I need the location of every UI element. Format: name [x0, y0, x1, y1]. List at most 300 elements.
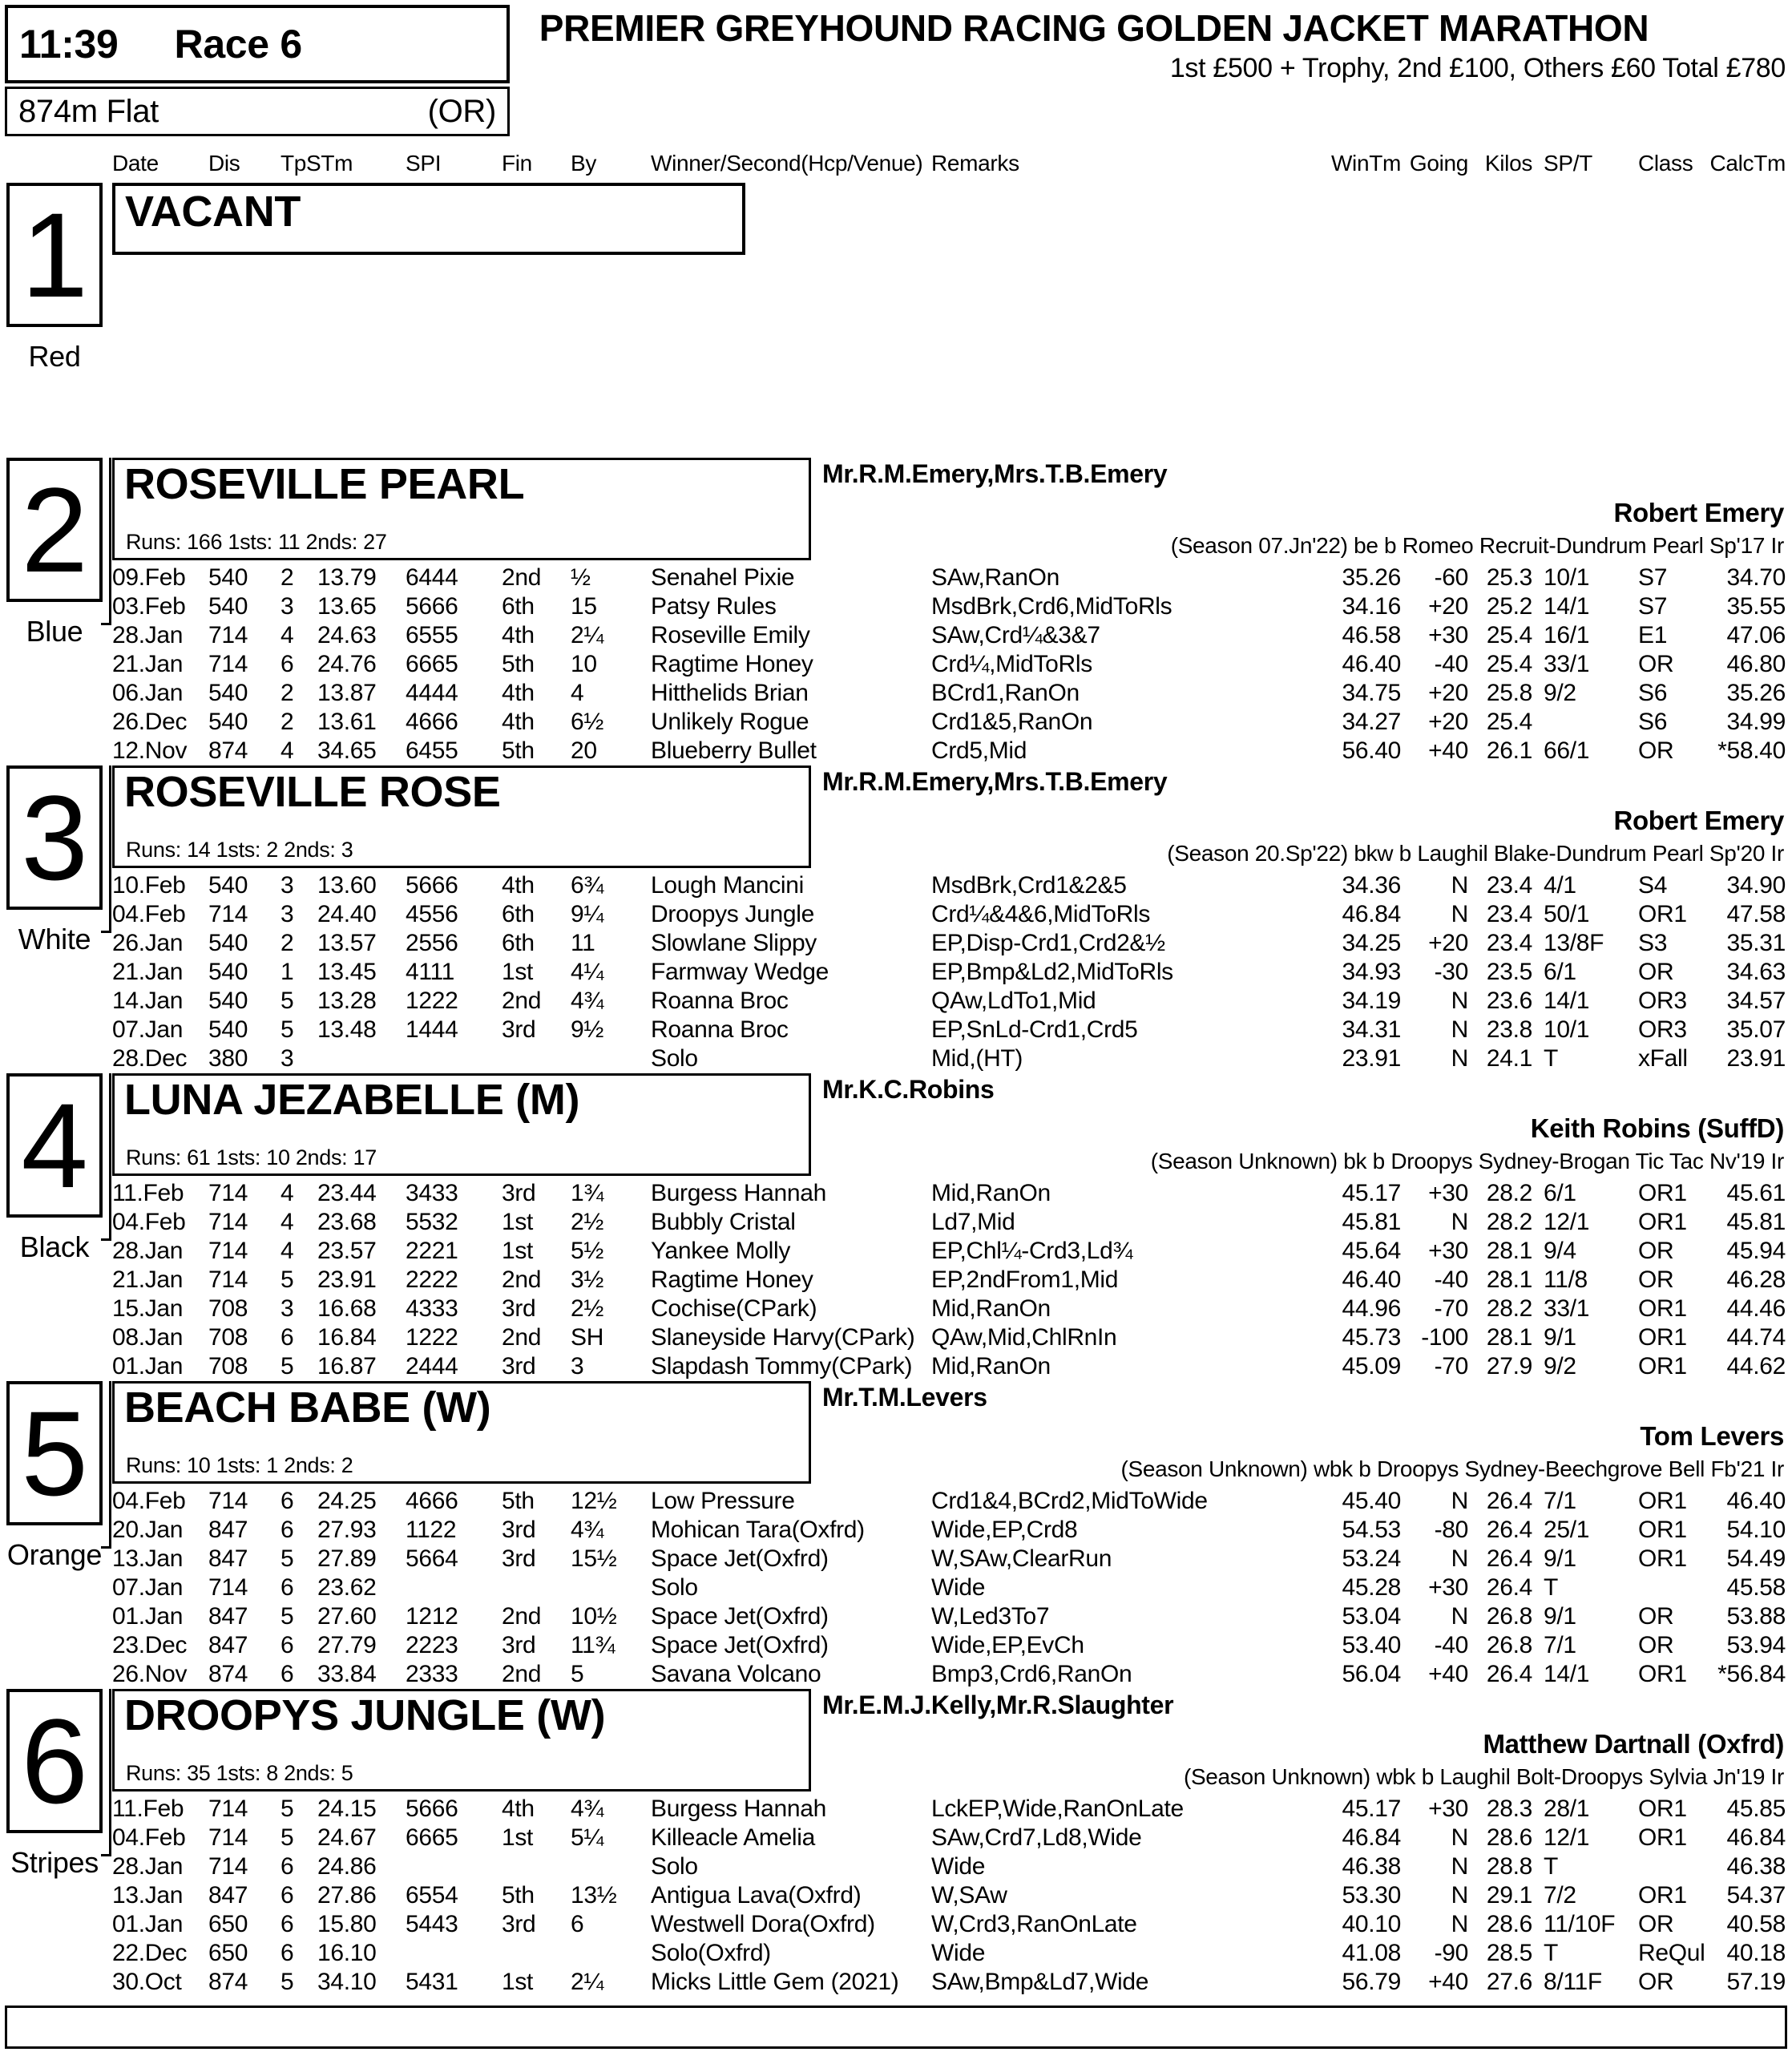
cell-spi: 4666	[406, 709, 458, 735]
cell-winner: Solo	[651, 1853, 698, 1880]
cell-date: 03.Feb	[112, 593, 186, 620]
cell-calctm: 34.70	[1726, 564, 1786, 591]
cell-class: S6	[1638, 709, 1668, 735]
cell-dis: 714	[208, 1209, 248, 1235]
cell-spi: 5666	[406, 593, 458, 620]
cell-calctm: 23.91	[1726, 1045, 1786, 1072]
cell-by: 2¼	[571, 622, 604, 648]
col-header-remarks: Remarks	[931, 151, 1019, 176]
cell-class: S4	[1638, 872, 1668, 899]
cell-winner: Roanna Broc	[651, 1016, 789, 1043]
cell-kilos: 27.6	[1486, 1969, 1532, 1995]
cell-kilos: 23.5	[1486, 959, 1532, 985]
cell-spi: 4333	[406, 1295, 458, 1322]
cell-date: 01.Jan	[112, 1603, 184, 1630]
cell-sectional: 33.84	[317, 1661, 377, 1687]
cell-dis: 650	[208, 1940, 248, 1966]
cell-winner: Antigua Lava(Oxfrd)	[651, 1882, 862, 1909]
dog-name-box	[112, 765, 811, 868]
cell-trap: 5	[281, 1824, 294, 1851]
cell-kilos: 25.2	[1486, 593, 1532, 620]
col-header-calctm: CalcTm	[1709, 151, 1786, 176]
owner: Mr.R.M.Emery,Mrs.T.B.Emery	[822, 459, 1168, 488]
cell-sp: T	[1544, 1940, 1559, 1966]
cell-class: OR1	[1638, 1324, 1687, 1351]
cell-calctm: 45.58	[1726, 1574, 1786, 1601]
cell-wintm: 45.64	[1342, 1238, 1401, 1264]
cell-remarks: BCrd1,RanOn	[931, 680, 1080, 706]
cell-going: +30	[1428, 1796, 1468, 1822]
cell-spi: 4556	[406, 901, 458, 927]
cell-class: OR1	[1638, 1545, 1687, 1572]
cell-trap: 3	[281, 1295, 294, 1322]
cell-by: 5	[571, 1661, 584, 1687]
cell-calctm: 44.46	[1726, 1295, 1786, 1322]
cell-class: OR1	[1638, 1353, 1687, 1379]
cell-dis: 708	[208, 1353, 248, 1379]
form-rows	[112, 1487, 1786, 1689]
cell-kilos: 28.2	[1486, 1295, 1532, 1322]
cell-remarks: SAw,RanOn	[931, 564, 1059, 591]
cell-finish: 2nd	[502, 564, 542, 591]
cell-sp: 16/1	[1544, 622, 1590, 648]
cell-date: 11.Feb	[112, 1180, 184, 1206]
cell-class: OR1	[1638, 901, 1687, 927]
cell-sectional: 34.65	[317, 737, 377, 764]
cell-date: 28.Jan	[112, 1853, 184, 1880]
col-header-sp: SP/T	[1544, 151, 1592, 176]
trap-block	[6, 765, 1786, 1073]
cell-spi: 4444	[406, 680, 458, 706]
cell-spi: 5443	[406, 1911, 458, 1937]
cell-date: 09.Feb	[112, 564, 186, 591]
cell-remarks: EP,Disp-Crd1,Crd2&½	[931, 930, 1165, 956]
trap-color-label: Blue	[26, 615, 83, 648]
trap-number-box	[6, 1689, 103, 1833]
cell-by: 4¼	[571, 959, 604, 985]
cell-sectional: 27.89	[317, 1545, 377, 1572]
trap-main	[112, 1689, 1786, 1997]
cell-wintm: 40.10	[1342, 1911, 1401, 1937]
cell-winner: Killeacle Amelia	[651, 1824, 815, 1851]
cell-trap: 6	[281, 1882, 294, 1909]
cell-spi: 6455	[406, 737, 458, 764]
cell-going: +20	[1428, 709, 1468, 735]
cell-sp: 9/2	[1544, 1353, 1576, 1379]
cell-remarks: Ld7,Mid	[931, 1209, 1015, 1235]
cell-trap: 5	[281, 1266, 294, 1293]
cell-winner: Lough Mancini	[651, 872, 804, 899]
form-rows	[112, 871, 1786, 1073]
cell-sectional: 13.28	[317, 988, 377, 1014]
cell-by: 6½	[571, 709, 604, 735]
trap-rail	[6, 1073, 112, 1264]
cell-by: 10½	[571, 1603, 617, 1630]
breeding-line: (Season 20.Sp'22) bkw b Laughil Blake-Dundrum Pearl Sp'20 Ir	[1167, 841, 1784, 866]
cell-finish: 3rd	[502, 1517, 536, 1543]
cell-wintm: 46.40	[1342, 1266, 1401, 1293]
cell-going: -70	[1434, 1353, 1468, 1379]
race-grade: (OR)	[427, 93, 496, 129]
cell-finish: 3rd	[502, 1911, 536, 1937]
cell-class: OR	[1638, 737, 1674, 764]
cell-trap: 5	[281, 1353, 294, 1379]
cell-calctm: 45.81	[1726, 1209, 1786, 1235]
cell-spi: 5664	[406, 1545, 458, 1572]
cell-kilos: 25.3	[1486, 564, 1532, 591]
cell-winner: Slapdash Tommy(CPark)	[651, 1353, 913, 1379]
cell-kilos: 28.6	[1486, 1911, 1532, 1937]
cell-dis: 714	[208, 622, 248, 648]
cell-kilos: 26.8	[1486, 1603, 1532, 1630]
cell-remarks: Crd1&5,RanOn	[931, 709, 1093, 735]
race-distance: 874m Flat	[18, 93, 159, 129]
cell-sp: 66/1	[1544, 737, 1590, 764]
cell-sp: 50/1	[1544, 901, 1590, 927]
cell-finish: 4th	[502, 622, 535, 648]
cell-kilos: 28.1	[1486, 1238, 1532, 1264]
cell-remarks: Wide	[931, 1853, 986, 1880]
form-row	[112, 1237, 1786, 1266]
cell-by: 5½	[571, 1238, 604, 1264]
form-row	[112, 958, 1786, 987]
trap-number-box	[6, 765, 103, 910]
cell-class: S3	[1638, 930, 1668, 956]
cell-spi: 2221	[406, 1238, 458, 1264]
cell-calctm: 53.88	[1726, 1603, 1786, 1630]
cell-kilos: 26.4	[1486, 1545, 1532, 1572]
cell-class: OR	[1638, 1603, 1674, 1630]
dog-name-box	[112, 183, 745, 255]
trap-number-box	[6, 1073, 103, 1218]
cell-trap: 5	[281, 1016, 294, 1043]
cell-wintm: 46.84	[1342, 1824, 1401, 1851]
cell-date: 28.Dec	[112, 1045, 188, 1072]
cell-sectional: 13.61	[317, 709, 377, 735]
cell-going: N	[1451, 901, 1468, 927]
cell-date: 04.Feb	[112, 1824, 186, 1851]
cell-going: N	[1451, 1016, 1468, 1043]
cell-kilos: 26.4	[1486, 1661, 1532, 1687]
cell-wintm: 45.17	[1342, 1796, 1401, 1822]
form-row	[112, 1487, 1786, 1516]
trap-number: 1	[21, 187, 88, 322]
cell-winner: Droopys Jungle	[651, 901, 814, 927]
cell-dis: 874	[208, 1969, 248, 1995]
trap-number-box	[6, 183, 103, 327]
cell-sectional: 24.76	[317, 651, 377, 677]
cell-kilos: 29.1	[1486, 1882, 1532, 1909]
cell-dis: 714	[208, 1796, 248, 1822]
cell-dis: 714	[208, 1238, 248, 1264]
cell-winner: Micks Little Gem (2021)	[651, 1969, 899, 1995]
cell-spi: 5532	[406, 1209, 458, 1235]
form-row	[112, 1516, 1786, 1545]
cell-sectional: 13.87	[317, 680, 377, 706]
cell-going: N	[1451, 1545, 1468, 1572]
form-row	[112, 679, 1786, 708]
cell-dis: 708	[208, 1295, 248, 1322]
cell-calctm: 40.58	[1726, 1911, 1786, 1937]
trainer: Robert Emery	[1613, 806, 1784, 835]
cell-remarks: W,Crd3,RanOnLate	[931, 1911, 1137, 1937]
cell-remarks: Wide	[931, 1940, 986, 1966]
cell-going: -40	[1434, 651, 1468, 677]
form-bracket-line	[101, 1689, 111, 1856]
col-header-going: Going	[1409, 151, 1468, 176]
cell-sectional: 23.44	[317, 1180, 377, 1206]
cell-winner: Farmway Wedge	[651, 959, 829, 985]
cell-calctm: 46.40	[1726, 1488, 1786, 1514]
cell-wintm: 45.40	[1342, 1488, 1401, 1514]
cell-class: S7	[1638, 593, 1668, 620]
cell-class: OR1	[1638, 1796, 1687, 1822]
cell-remarks: EP,SnLd-Crd1,Crd5	[931, 1016, 1138, 1043]
form-row	[112, 1660, 1786, 1689]
cell-remarks: EP,Chl¼-Crd3,Ld¾	[931, 1238, 1133, 1264]
form-row	[112, 1910, 1786, 1939]
cell-sectional: 24.63	[317, 622, 377, 648]
cell-by: 6¾	[571, 872, 604, 899]
cell-winner: Bubbly Cristal	[651, 1209, 796, 1235]
cell-finish: 1st	[502, 1969, 534, 1995]
cell-by: 4¾	[571, 1796, 604, 1822]
cell-sectional: 13.48	[317, 1016, 377, 1043]
cell-calctm: 35.07	[1726, 1016, 1786, 1043]
race-time: 11:39	[19, 22, 119, 67]
cell-spi: 6554	[406, 1882, 458, 1909]
cell-dis: 714	[208, 901, 248, 927]
cell-going: +20	[1428, 593, 1468, 620]
cell-going: N	[1451, 1911, 1468, 1937]
cell-spi: 1122	[406, 1517, 457, 1543]
cell-winner: Yankee Molly	[651, 1238, 791, 1264]
cell-wintm: 34.25	[1342, 930, 1401, 956]
cell-wintm: 34.27	[1342, 709, 1401, 735]
cell-going: N	[1451, 872, 1468, 899]
column-header-row	[112, 151, 1786, 176]
form-rows	[112, 1795, 1786, 1997]
cell-by: 3	[571, 1353, 584, 1379]
form-row	[112, 592, 1786, 621]
cell-by: 2½	[571, 1209, 604, 1235]
cell-remarks: Mid,(HT)	[931, 1045, 1023, 1072]
cell-dis: 380	[208, 1045, 248, 1072]
cell-remarks: Crd¼&4&6,MidToRls	[931, 901, 1150, 927]
cell-kilos: 23.4	[1486, 930, 1532, 956]
cell-winner: Mohican Tara(Oxfrd)	[651, 1517, 865, 1543]
cell-finish: 5th	[502, 651, 535, 677]
cell-calctm: 47.06	[1726, 622, 1786, 648]
traps	[6, 183, 1786, 1997]
cell-trap: 3	[281, 1045, 294, 1072]
cell-wintm: 34.36	[1342, 872, 1401, 899]
dog-name-box	[112, 1381, 811, 1484]
cell-date: 26.Nov	[112, 1661, 188, 1687]
cell-kilos: 23.4	[1486, 872, 1532, 899]
cell-kilos: 26.1	[1486, 737, 1532, 764]
form-row	[112, 900, 1786, 929]
cell-trap: 2	[281, 930, 294, 956]
cell-by: 15	[571, 593, 597, 620]
cell-sp: 12/1	[1544, 1209, 1590, 1235]
cell-trap: 6	[281, 1517, 294, 1543]
cell-winner: Blueberry Bullet	[651, 737, 817, 764]
cell-finish: 6th	[502, 593, 535, 620]
cell-wintm: 44.96	[1342, 1295, 1401, 1322]
cell-by: 11	[571, 930, 595, 956]
cell-class: xFall	[1638, 1045, 1688, 1072]
cell-kilos: 28.1	[1486, 1266, 1532, 1293]
cell-wintm: 34.19	[1342, 988, 1401, 1014]
form-row	[112, 871, 1786, 900]
cell-dis: 847	[208, 1517, 248, 1543]
cell-spi: 2444	[406, 1353, 458, 1379]
cell-sp: 10/1	[1544, 564, 1590, 591]
cell-by: 1¾	[571, 1180, 604, 1206]
cell-sectional: 24.86	[317, 1853, 377, 1880]
cell-kilos: 25.8	[1486, 680, 1532, 706]
cell-remarks: SAw,Crd¼&3&7	[931, 622, 1100, 648]
cell-wintm: 53.30	[1342, 1882, 1401, 1909]
cell-kilos: 23.4	[1486, 901, 1532, 927]
cell-wintm: 56.04	[1342, 1661, 1401, 1687]
cell-sp: 6/1	[1544, 1180, 1576, 1206]
trap-rail	[6, 765, 112, 956]
cell-wintm: 45.17	[1342, 1180, 1401, 1206]
cell-remarks: EP,Bmp&Ld2,MidToRls	[931, 959, 1173, 985]
cell-spi: 2556	[406, 930, 458, 956]
cell-finish: 4th	[502, 680, 535, 706]
cell-trap: 6	[281, 1911, 294, 1937]
cell-dis: 874	[208, 1661, 248, 1687]
cell-going: +20	[1428, 930, 1468, 956]
cell-finish: 5th	[502, 737, 535, 764]
form-row	[112, 708, 1786, 737]
cell-date: 11.Feb	[112, 1796, 184, 1822]
col-header-spi: SPI	[406, 151, 442, 176]
trap-rail	[6, 183, 112, 374]
col-header-tpstm: TpSTm	[281, 151, 353, 176]
cell-spi: 1222	[406, 988, 458, 1014]
cell-spi: 6665	[406, 1824, 458, 1851]
cell-remarks: Crd5,Mid	[931, 737, 1027, 764]
cell-wintm: 35.26	[1342, 564, 1401, 591]
cell-by: 9¼	[571, 901, 604, 927]
cell-remarks: W,SAw	[931, 1882, 1007, 1909]
cell-sectional: 27.79	[317, 1632, 377, 1658]
trap-color-label: White	[18, 923, 91, 955]
cell-spi: 4111	[406, 959, 455, 985]
form-row	[112, 1323, 1786, 1352]
cell-by: ½	[571, 564, 591, 591]
cell-date: 04.Feb	[112, 901, 186, 927]
trap-head	[112, 1689, 1786, 1791]
cell-sectional: 16.10	[317, 1940, 377, 1966]
cell-by: 4¾	[571, 988, 604, 1014]
cell-sp: 9/1	[1544, 1324, 1576, 1351]
cell-date: 23.Dec	[112, 1632, 188, 1658]
cell-dis: 540	[208, 1016, 248, 1043]
cell-going: -30	[1434, 959, 1468, 985]
cell-going: -40	[1434, 1266, 1468, 1293]
cell-calctm: 44.74	[1726, 1324, 1786, 1351]
cell-spi: 2333	[406, 1661, 458, 1687]
form-row	[112, 1044, 1786, 1073]
cell-wintm: 34.16	[1342, 593, 1401, 620]
cell-finish: 3rd	[502, 1353, 536, 1379]
cell-winner: Slaneyside Harvy(CPark)	[651, 1324, 915, 1351]
race-distance-box	[5, 87, 510, 136]
cell-class: OR3	[1638, 1016, 1687, 1043]
cell-sp: 7/1	[1544, 1632, 1576, 1658]
trap-block	[6, 1381, 1786, 1689]
cell-winner: Roanna Broc	[651, 988, 789, 1014]
cell-trap: 6	[281, 651, 294, 677]
trap-number-box	[6, 458, 103, 602]
form-row	[112, 1631, 1786, 1660]
cell-date: 12.Nov	[112, 737, 188, 764]
cell-finish: 5th	[502, 1488, 535, 1514]
cell-wintm: 45.73	[1342, 1324, 1401, 1351]
cell-date: 13.Jan	[112, 1882, 184, 1909]
trap-color-label: Black	[19, 1230, 90, 1263]
cell-sectional: 23.57	[317, 1238, 377, 1264]
cell-calctm: 45.94	[1726, 1238, 1786, 1264]
cell-remarks: Mid,RanOn	[931, 1180, 1051, 1206]
cell-sectional: 23.68	[317, 1209, 377, 1235]
cell-sectional: 24.15	[317, 1796, 377, 1822]
cell-trap: 4	[281, 622, 294, 648]
form-row	[112, 987, 1786, 1016]
cell-dis: 540	[208, 709, 248, 735]
cell-going: -90	[1434, 1940, 1468, 1966]
cell-calctm: 34.99	[1726, 709, 1786, 735]
cell-date: 04.Feb	[112, 1488, 186, 1514]
cell-by: 10	[571, 651, 597, 677]
breeding-line: (Season Unknown) bk b Droopys Sydney-Brogan Tic Tac Nv'19 Ir	[1150, 1149, 1784, 1173]
trap-main	[112, 458, 1786, 765]
col-header-date: Date	[112, 151, 159, 176]
cell-kilos: 25.4	[1486, 709, 1532, 735]
cell-spi: 6665	[406, 651, 458, 677]
trap-color-label: Orange	[6, 1538, 103, 1571]
cell-going: N	[1451, 1853, 1468, 1880]
form-row	[112, 1266, 1786, 1295]
cell-remarks: Wide	[931, 1574, 986, 1601]
cell-sp: 13/8F	[1544, 930, 1604, 956]
cell-trap: 5	[281, 1796, 294, 1822]
cell-calctm: 44.62	[1726, 1353, 1786, 1379]
col-header-dis: Dis	[208, 151, 240, 176]
cell-by: 9½	[571, 1016, 604, 1043]
runs-summary: Runs: 166 1sts: 11 2nds: 27	[126, 530, 387, 554]
owner: Mr.R.M.Emery,Mrs.T.B.Emery	[822, 767, 1168, 796]
cell-dis: 847	[208, 1632, 248, 1658]
cell-finish: 1st	[502, 959, 534, 985]
cell-kilos: 23.8	[1486, 1016, 1532, 1043]
cell-trap: 5	[281, 1603, 294, 1630]
cell-winner: Low Pressure	[651, 1488, 795, 1514]
cell-dis: 540	[208, 988, 248, 1014]
cell-winner: Burgess Hannah	[651, 1796, 826, 1822]
cell-by: 11¾	[571, 1632, 615, 1658]
cell-finish: 5th	[502, 1882, 535, 1909]
race-number: Race 6	[174, 22, 302, 67]
cell-wintm: 53.40	[1342, 1632, 1401, 1658]
cell-sectional: 27.93	[317, 1517, 377, 1543]
trap-color-label: Red	[28, 340, 81, 373]
